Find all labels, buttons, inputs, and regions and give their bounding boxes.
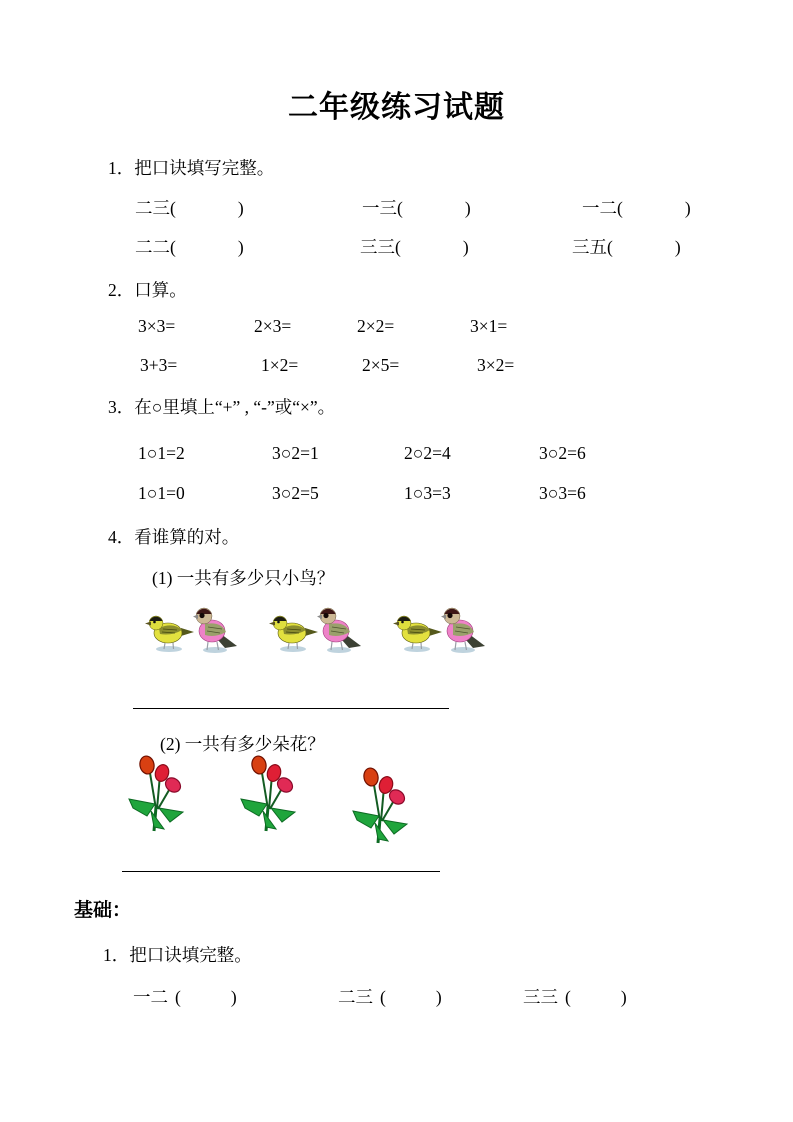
kouji-blank xyxy=(582,195,691,220)
open-paren: ( xyxy=(380,987,386,1007)
oral-calc-item: 3×2= xyxy=(477,355,515,375)
flower-bunch-icon xyxy=(239,753,297,833)
base-sub-heading: 1．把口诀填完整。 xyxy=(103,945,252,965)
kouji-label: 二二 xyxy=(135,237,170,257)
kouji-blank xyxy=(338,984,442,1009)
open-paren: ( xyxy=(175,987,181,1007)
question1-label: (1) 一共有多少只小鸟？ xyxy=(152,568,335,588)
section4-heading: 4．看谁算的对。 xyxy=(108,527,240,547)
bird-pair-icon xyxy=(145,602,237,654)
answer-line-1 xyxy=(133,708,449,709)
close-paren: ) xyxy=(464,198,471,218)
fill-operator-item: 1○1=0 xyxy=(138,483,185,503)
oral-calc-item: 2×2= xyxy=(357,316,395,336)
open-paren: ( xyxy=(170,237,176,257)
kouji-label: 一三 xyxy=(362,198,397,218)
fill-operator-item: 1○1=2 xyxy=(138,443,185,463)
fill-operator-item: 3○3=6 xyxy=(539,483,586,503)
oral-calc-item: 3×3= xyxy=(138,316,176,336)
open-paren: ( xyxy=(395,237,401,257)
kouji-blank xyxy=(133,984,237,1009)
bird-pair-icon xyxy=(393,602,485,654)
kouji-label: 一二 xyxy=(582,198,617,218)
close-paren: ) xyxy=(462,237,469,257)
oral-calc-item: 1×2= xyxy=(261,355,299,375)
flower-bunch-icon xyxy=(351,765,409,845)
question2-label: (2) 一共有多少朵花？ xyxy=(160,734,325,754)
kouji-blank xyxy=(523,984,627,1009)
fill-operator-item: 3○2=6 xyxy=(539,443,586,463)
close-paren: ) xyxy=(237,237,244,257)
fill-operator-item: 3○2=1 xyxy=(272,443,319,463)
close-paren: ) xyxy=(435,987,442,1007)
kouji-blank xyxy=(135,234,244,259)
close-paren: ) xyxy=(620,987,627,1007)
answer-line-2 xyxy=(122,871,440,872)
flower-bunch-icon xyxy=(127,753,185,833)
kouji-blank xyxy=(572,234,681,259)
kouji-blank xyxy=(362,195,471,220)
fill-operator-item: 3○2=5 xyxy=(272,483,319,503)
fill-operator-item: 1○3=3 xyxy=(404,483,451,503)
flower-picture-row xyxy=(127,753,409,845)
open-paren: ( xyxy=(170,198,176,218)
kouji-label: 二三 xyxy=(338,987,373,1007)
close-paren: ) xyxy=(230,987,237,1007)
open-paren: ( xyxy=(617,198,623,218)
oral-calc-item: 3×1= xyxy=(470,316,508,336)
open-paren: ( xyxy=(397,198,403,218)
section1-heading: 1．把口诀填写完整。 xyxy=(108,158,275,178)
oral-calc-item: 2×5= xyxy=(362,355,400,375)
kouji-blank xyxy=(135,195,244,220)
kouji-label: 三三 xyxy=(523,987,558,1007)
open-paren: ( xyxy=(565,987,571,1007)
kouji-label: 三五 xyxy=(572,237,607,257)
oral-calc-item: 3+3= xyxy=(140,355,178,375)
section3-heading: 3．在○里填上“+” , “-”或“×”。 xyxy=(108,397,336,417)
section2-heading: 2．口算。 xyxy=(108,280,187,300)
close-paren: ) xyxy=(674,237,681,257)
kouji-label: 一二 xyxy=(133,987,168,1007)
bird-pair-icon xyxy=(269,602,361,654)
base-section-heading: 基础： xyxy=(74,900,132,921)
close-paren: ) xyxy=(684,198,691,218)
oral-calc-item: 2×3= xyxy=(254,316,292,336)
kouji-blank xyxy=(360,234,469,259)
bird-picture-row xyxy=(145,602,485,654)
page-title: 二年级练习试题 xyxy=(288,91,505,124)
kouji-label: 三三 xyxy=(360,237,395,257)
kouji-label: 二三 xyxy=(135,198,170,218)
fill-operator-item: 2○2=4 xyxy=(404,443,451,463)
open-paren: ( xyxy=(607,237,613,257)
close-paren: ) xyxy=(237,198,244,218)
